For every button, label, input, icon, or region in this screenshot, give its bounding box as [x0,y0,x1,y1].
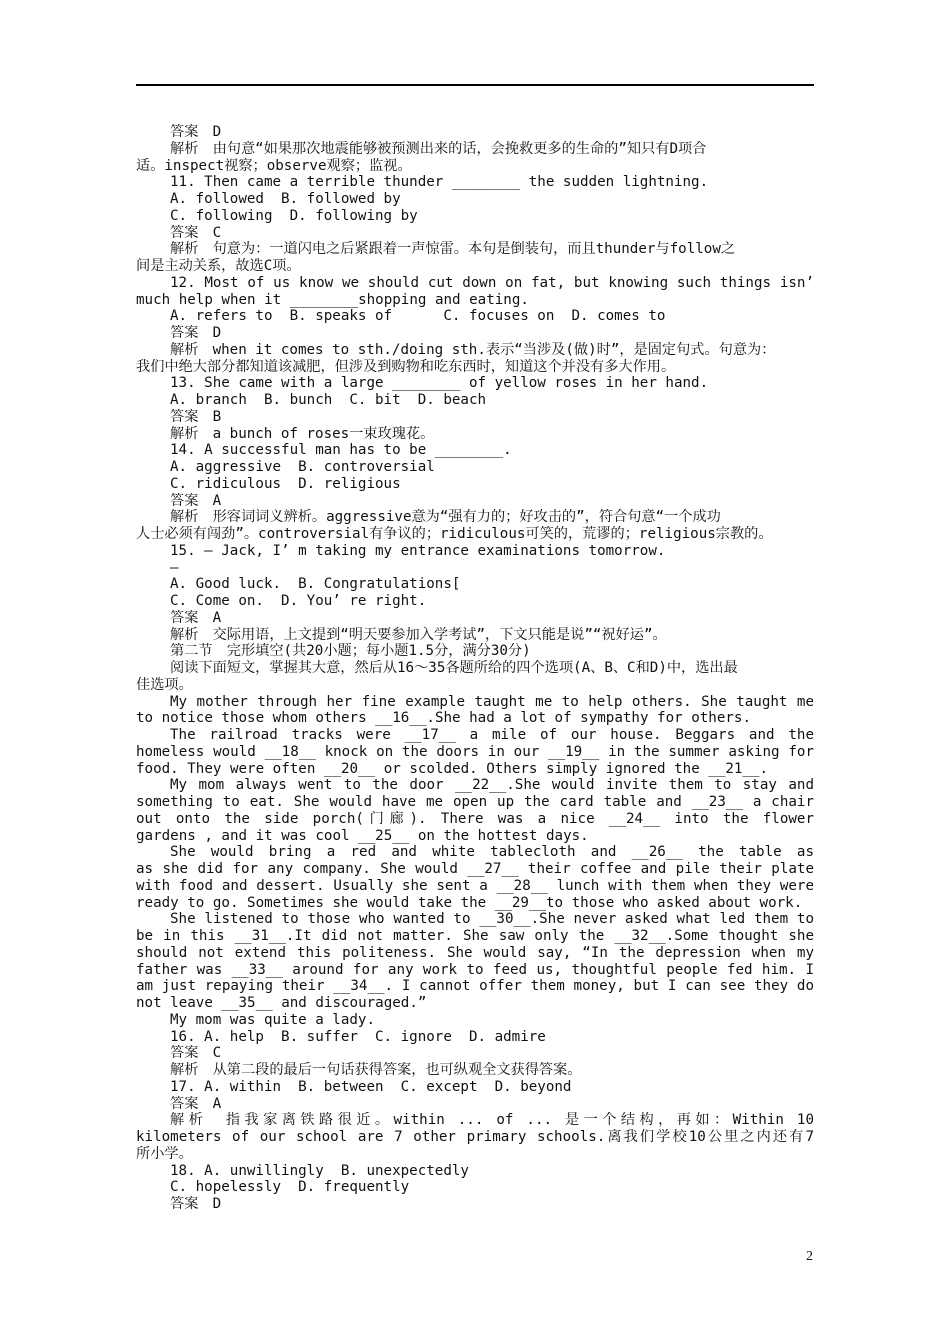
text-line: 答案 D [170,124,222,140]
header-rule [136,84,814,86]
document-body [136,124,814,1213]
text-line: much help when it ________shopping and eating. [136,291,529,308]
text-line: kilometers of our school are 7 other primary schools.离我们学校10公里之内还有7 [136,1129,814,1145]
text-line: My mother through her fine example taught me to help others. She taught me [170,693,814,710]
text-line: 答案 C [170,224,222,241]
text-line: 解析 由句意“如果那次地震能够被预测出来的话，会挽救更多的生命的”知只有D项合 [170,140,707,157]
text-line: — [170,559,179,576]
text-line: 解析 交际用语，上文提到“明天要参加入学考试”，下文只能是说”“祝好运”。 [170,626,667,643]
text-line: ready to go. Sometimes she would take the __29__to those who asked about work. [136,894,803,911]
text-line: A. Good luck. B. Congratulations[ [170,576,461,593]
text-line: not leave __35__ and discouraged.” [136,995,427,1011]
text-line: 11. Then came a terrible thunder ________ the sudden lightning. [170,174,709,191]
text-line: am just repaying their __34__. I cannot offer them money, but I can see they do [136,978,814,995]
text-line: The railroad tracks were __17__ a mile of our house. Beggars and the [170,727,814,743]
text-line: 解析 指我家离铁路很近。within ... of ... 是一个结构，再如：Within 10 [170,1112,814,1129]
text-line: 18. A. unwillingly B. unexpectedly [170,1162,469,1179]
text-line: father was __33__ around for any work to feed us, thoughtful people fed him. I [136,961,814,978]
text-line: food. They were often __20__ or scolded. Others simply ignored the __21__. [136,760,769,777]
text-line: 解析 when it comes to sth./doing sth.表示“当涉及(做)时”，是固定句式。句意为： [170,341,776,358]
text-line: 人士必须有闯劲”。controversial有争议的；ridiculous可笑的，荒谬的；religious宗教的。 [136,526,773,542]
text-line: should not extend this politeness. She would say, “In the depression when my [136,944,814,961]
text-line: A. refers to B. speaks of C. focuses on D. comes to [170,308,666,325]
text-line: 间是主动关系，故选C项。 [136,258,301,274]
text-line: out onto the side porch(门廊). There was a nice __24__ into the flower [136,810,814,827]
text-line: My mom was quite a lady. [170,1011,375,1028]
text-line: My mom always went to the door __22__.She would invite them to stay and [170,777,814,794]
text-line: to notice those whom others __16__.She had a lot of sympathy for others. [136,710,751,727]
text-line: 答案 A [170,1095,222,1112]
text-line: something to eat. She would have me open up the card table and __23__ a chair [136,794,814,810]
text-line: 所小学。 [136,1145,193,1162]
text-line: A. aggressive B. controversial [170,459,435,475]
text-line: homeless would __18__ knock on the doors in our __19__ in the summer asking for [136,743,814,760]
text-line: C. ridiculous D. religious [170,475,401,492]
text-line: 解析 句意为：一道闪电之后紧跟着一声惊雷。本句是倒装句，而且thunder与follow之 [170,241,736,258]
text-line: 佳选项。 [136,676,193,693]
text-line: 15. — Jack, I’ m taking my entrance examinations tomorrow. [170,542,666,559]
text-line: as she did for any company. She would __27__ their coffee and pile their plate [136,861,814,877]
text-line: A. followed B. followed by [170,191,401,207]
text-line: She listened to those who wanted to __30__.She never asked what led them to [170,911,814,928]
text-line: C. following D. following by [170,207,418,224]
page-number: 2 [806,1249,813,1264]
text-line: A. branch B. bunch C. bit D. beach [170,392,487,408]
text-line: 答案 D [170,325,222,341]
text-line: 答案 A [170,609,222,626]
text-line: 解析 a bunch of roses一束玫瑰花。 [170,425,435,442]
text-line: be in this __31__.It did not matter. She saw only the __32__.Some thought she [136,928,814,944]
text-line: 解析 从第二段的最后一句话获得答案，也可纵观全文获得答案。 [170,1062,582,1078]
text-line: gardens , and it was cool __25__ on the hottest days. [136,827,589,844]
text-line: 12. Most of us know we should cut down on fat, but knowing such things isn’ [170,274,814,291]
text-line: 答案 D [170,1196,222,1212]
text-line: 第二节 完形填空(共20小题；每小题1.5分，满分30分) [170,643,531,660]
text-line: 17. A. within B. between C. except D. beyond [170,1078,572,1095]
text-line: 答案 A [170,492,222,509]
text-line: 13. She came with a large ________ of yellow roses in her hand. [170,375,709,392]
text-line: 阅读下面短文，掌握其大意，然后从16～35各题所给的四个选项(A、B、C和D)中，选出最 [170,660,738,676]
text-line: 我们中绝大部分都知道该减肥，但涉及到购物和吃东西时，知道这个并没有多大作用。 [136,358,676,375]
text-line: C. Come on. D. You’ re right. [170,593,427,609]
text-line: 16. A. help B. suffer C. ignore D. admire [170,1028,546,1045]
text-line: 答案 C [170,1045,222,1062]
text-line: She would bring a red and white tablecloth and __26__ the table as [170,844,814,861]
text-line: 14. A successful man has to be ________. [170,442,512,459]
text-line: with food and dessert. Usually she sent a __28__ lunch with them when they were [136,877,814,894]
text-line: C. hopelessly D. frequently [170,1179,410,1196]
text-line: 适。inspect视察；observe观察；监视。 [136,157,412,174]
text-line: 解析 形容词词义辨析。aggressive意为“强有力的；好攻击的”，符合句意“一个成功 [170,509,721,526]
text-line: 答案 B [170,408,222,425]
